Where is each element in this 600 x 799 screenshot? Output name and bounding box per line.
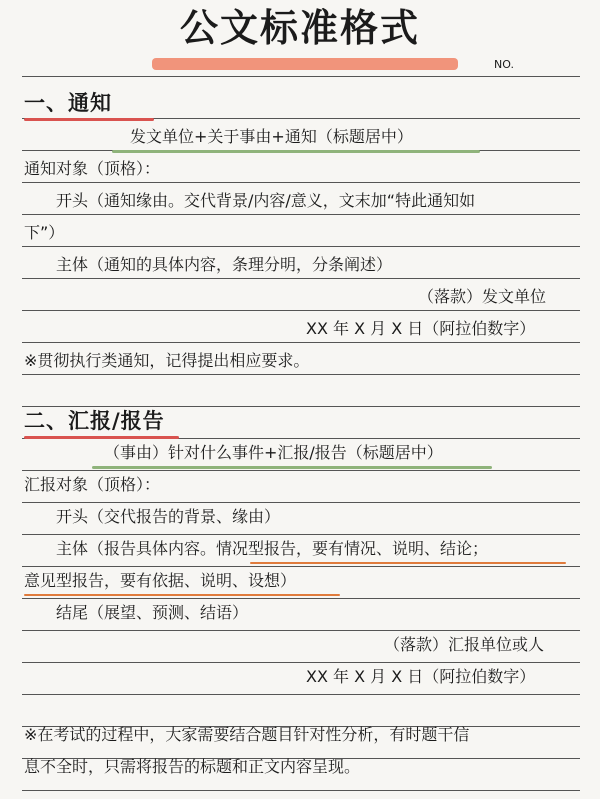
report-ending: 结尾（展望、预测、结语） <box>56 603 249 622</box>
notice-title-line: 发文单位+关于事由+通知（标题居中） <box>130 127 413 146</box>
notice-recipient: 通知对象（顶格）： <box>24 159 161 178</box>
report-body-1: 主体（报告具体内容。情况型报告，要有情况、说明、结论； <box>56 539 489 558</box>
heading-underline <box>24 436 179 439</box>
notice-opening-1: 开头（通知缘由。交代背景/内容/意义，文末加“特此通知如 <box>56 191 476 210</box>
title-underline <box>112 150 480 153</box>
title-underline <box>92 466 492 469</box>
footnote-line-1: ※在考试的过程中，大家需要结合题目针对性分析，有时题干信 <box>24 725 470 744</box>
report-recipient: 汇报对象（顶格）： <box>24 475 161 494</box>
body-underline <box>250 562 566 564</box>
body-underline <box>24 594 340 596</box>
serial-number-label: NO. <box>494 58 514 71</box>
notice-note: ※贯彻执行类通知，记得提出相应要求。 <box>24 351 310 370</box>
notice-body: 主体（通知的具体内容，条理分明，分条阐述） <box>56 255 393 274</box>
title-highlight <box>152 58 458 70</box>
report-signature: （落款）汇报单位或人 <box>384 635 545 654</box>
notice-opening-2: 下”） <box>24 223 65 242</box>
section-heading-notice: 一、通知 <box>24 91 112 115</box>
page-title: 公文标准格式 <box>179 6 420 50</box>
notice-date: XX 年 X 月 X 日（阿拉伯数字） <box>306 319 536 338</box>
report-title-line: （事由）针对什么事件+汇报/报告（标题居中） <box>104 443 443 462</box>
report-opening: 开头（交代报告的背景、缘由） <box>56 507 281 526</box>
section-heading-report: 二、汇报/报告 <box>24 409 165 433</box>
footnote-line-2: 息不全时，只需将报告的标题和正文内容呈现。 <box>24 757 361 776</box>
notice-signature: （落款）发文单位 <box>418 287 547 306</box>
report-date: XX 年 X 月 X 日（阿拉伯数字） <box>306 667 536 686</box>
report-body-2: 意见型报告，要有依据、说明、设想） <box>24 571 297 590</box>
heading-underline <box>24 118 154 121</box>
